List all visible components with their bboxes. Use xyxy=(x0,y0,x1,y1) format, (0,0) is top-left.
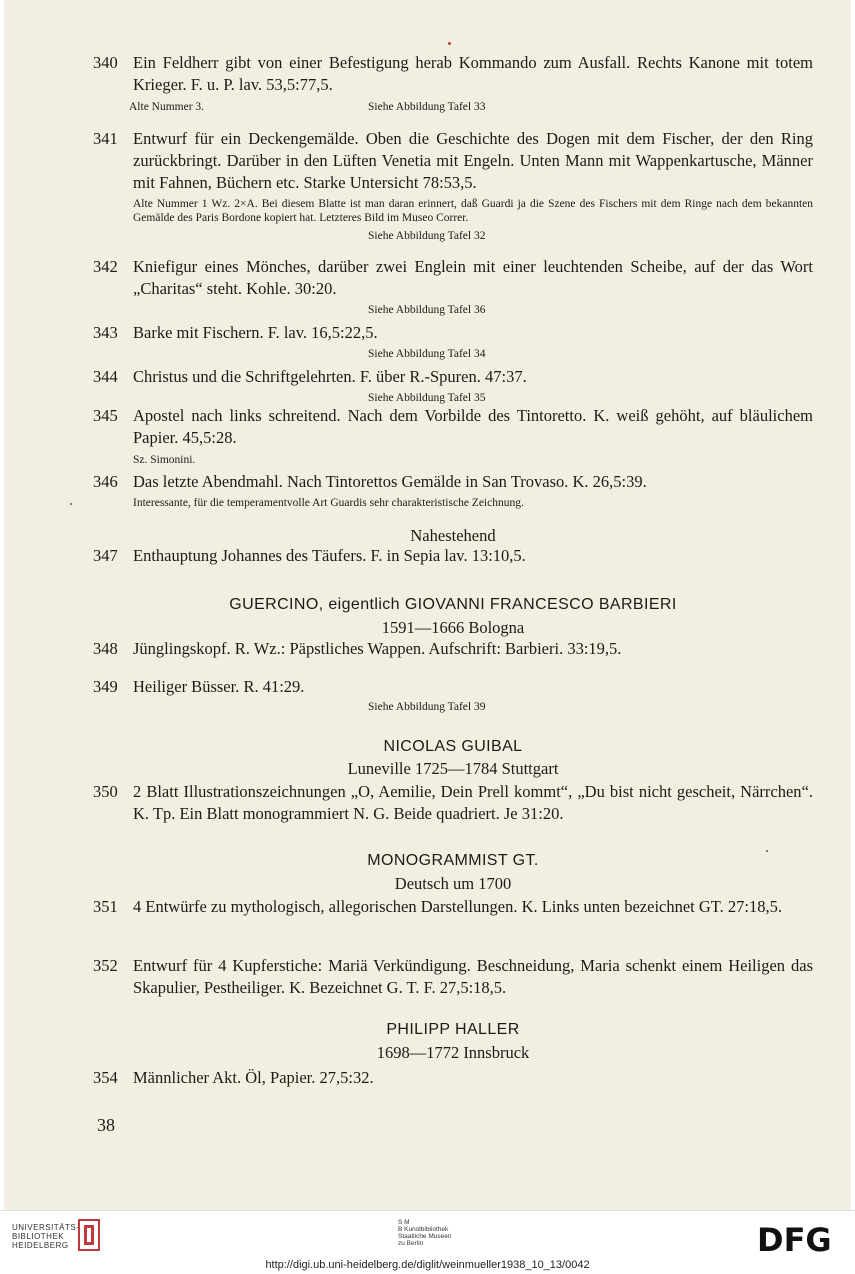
entry-number: 341 xyxy=(93,129,118,148)
catalog-page xyxy=(4,0,851,1210)
entry-number: 344 xyxy=(93,367,118,386)
entry-number: 350 xyxy=(93,782,118,801)
catalog-entry-350 xyxy=(93,781,813,825)
plate-reference: Siehe Abbildung Tafel 36 xyxy=(368,304,486,316)
entry-text: Enthauptung Johannes des Täufers. F. in Sepia lav. 13:10,5. xyxy=(133,546,526,565)
entry-number: 342 xyxy=(93,257,118,276)
entry-text: Heiliger Büsser. R. 41:29. xyxy=(133,677,305,696)
plate-reference: Siehe Abbildung Tafel 33 xyxy=(368,101,486,113)
artist-heading: GUERCINO, eigentlich GIOVANNI FRANCESCO BARBIERI xyxy=(229,596,677,613)
entry-text: Ein Feldherr gibt von einer Befestigung herab Kommando zum Ausfall. Rechts Kanone mit totem Krieger. F. u. P. lav. 53,5:77,5. xyxy=(133,53,813,94)
entry-note-block xyxy=(93,197,813,225)
entry-number: 354 xyxy=(93,1068,118,1087)
catalog-entry-340 xyxy=(93,52,813,96)
catalog-entry-349 xyxy=(93,676,813,698)
catalog-entry-347 xyxy=(93,545,813,567)
dfg-logo[interactable] xyxy=(757,1221,843,1255)
catalog-entry-346 xyxy=(93,471,813,493)
catalog-entry-344 xyxy=(93,366,813,388)
entry-number: 349 xyxy=(93,677,118,696)
entry-note: Alte Nummer 1 Wz. 2×A. Bei diesem Blatte ist man daran erinnert, daß Guardi ja die Szene des Fischers mit dem Ringe nach dem bekannten Gemälde des Paris Bordone kopiert hat. Letzteres Bild im Museo Correr. xyxy=(133,198,813,224)
entry-number: 348 xyxy=(93,639,118,658)
entry-text: Apostel nach links schreitend. Nach dem Vorbilde des Tintoretto. K. weiß gehöht, auf bläulichem Papier. 45,5:28. xyxy=(133,406,813,447)
university-seal-icon xyxy=(78,1219,102,1253)
catalog-entry-354 xyxy=(93,1067,813,1089)
section-heading: Nahestehend xyxy=(410,526,496,545)
artist-heading: NICOLAS GUIBAL xyxy=(383,738,523,755)
artist-heading: MONOGRAMMIST GT. xyxy=(367,852,539,869)
print-mark xyxy=(70,503,72,505)
entry-note: Sz. Simonini. xyxy=(133,454,196,466)
artist-dates: 1698—1772 Innsbruck xyxy=(376,1043,530,1062)
entry-text: Männlicher Akt. Öl, Papier. 27,5:32. xyxy=(133,1068,374,1087)
catalog-entry-345 xyxy=(93,405,813,449)
artist-dates: 1591—1666 Bologna xyxy=(381,618,525,637)
page-number: 38 xyxy=(97,1115,115,1135)
print-mark xyxy=(766,850,768,852)
entry-number: 352 xyxy=(93,956,118,975)
plate-reference: Siehe Abbildung Tafel 32 xyxy=(368,230,486,242)
artist-heading: PHILIPP HALLER xyxy=(386,1021,520,1038)
artist-dates: Luneville 1725—1784 Stuttgart xyxy=(347,759,559,778)
plate-reference: Siehe Abbildung Tafel 39 xyxy=(368,701,486,713)
entry-text: Jünglingskopf. R. Wz.: Päpstliches Wappen. Aufschrift: Barbieri. 33:19,5. xyxy=(133,639,622,658)
entry-text: 4 Entwürfe zu mythologisch, allegorischen Darstellungen. K. Links unten bezeichnet GT. 27:18,5. xyxy=(133,897,782,916)
dfg-logo-text: DFG xyxy=(757,1221,832,1255)
entry-text: Christus und die Schriftgelehrten. F. über R.-Spuren. 47:37. xyxy=(133,367,527,386)
entry-note: Alte Nummer 3. xyxy=(129,101,205,113)
entry-text: Kniefigur eines Mönches, darüber zwei Englein mit einer leuchtenden Scheibe, auf der das Wort „Charitas“ steht. Kohle. 30:20. xyxy=(133,257,813,298)
entry-text: Barke mit Fischern. F. lav. 16,5:22,5. xyxy=(133,323,378,342)
entry-note: Interessante, für die temperamentvolle Art Guardis sehr charakteristische Zeichnung. xyxy=(133,497,524,509)
print-mark xyxy=(448,42,451,45)
entry-number: 343 xyxy=(93,323,118,342)
plate-reference: Siehe Abbildung Tafel 34 xyxy=(368,348,486,360)
catalog-entry-351 xyxy=(93,896,813,918)
catalog-entry-348 xyxy=(93,638,813,660)
entry-number: 346 xyxy=(93,472,118,491)
artist-dates: Deutsch um 1700 xyxy=(394,874,512,893)
catalog-entry-352 xyxy=(93,955,813,999)
berlin-museums-logo[interactable]: S M B Kunstbibliothek Staatliche Museen zu Berlin xyxy=(398,1219,452,1247)
entry-text: 2 Blatt Illustrationszeichnungen „O, Aemilie, Dein Prell kommt“, „Du bist nicht gescheit, Närrchen“. K. Tp. Ein Blatt monogrammiert N. G. Beide quadriert. Je 31:20. xyxy=(133,782,813,823)
entry-number: 347 xyxy=(93,546,118,565)
viewer-footer xyxy=(0,1210,855,1274)
plate-reference: Siehe Abbildung Tafel 35 xyxy=(368,392,486,404)
catalog-entry-343 xyxy=(93,322,813,344)
catalog-entry-341 xyxy=(93,128,813,194)
entry-number: 345 xyxy=(93,406,118,425)
entry-text: Entwurf für 4 Kupferstiche: Mariä Verkündigung. Beschneidung, Maria schenkt einem Heiligen das Skapulier, Pestheiliger. K. Bezeichnet G. T. F. 27,5:18,5. xyxy=(133,956,813,997)
entry-number: 340 xyxy=(93,53,118,72)
university-library-logo[interactable]: UNIVERSITÄTS- BIBLIOTHEK HEIDELBERG xyxy=(12,1223,80,1250)
catalog-entry-342 xyxy=(93,256,813,300)
entry-text: Das letzte Abendmahl. Nach Tintorettos Gemälde in San Trovaso. K. 26,5:39. xyxy=(133,472,647,491)
entry-number: 351 xyxy=(93,897,118,916)
entry-text: Entwurf für ein Deckengemälde. Oben die Geschichte des Dogen mit dem Fischer, der den Ring zurückbringt. Darüber in den Lüften Venetia mit Engeln. Unten Mann mit Wappenkartusche, Männer mit Fahnen, Büchern etc. Starke Untersicht 78:53,5. xyxy=(133,129,813,192)
permalink-url[interactable]: http://digi.ub.uni-heidelberg.de/diglit/weinmueller1938_10_13/0042 xyxy=(265,1259,590,1271)
